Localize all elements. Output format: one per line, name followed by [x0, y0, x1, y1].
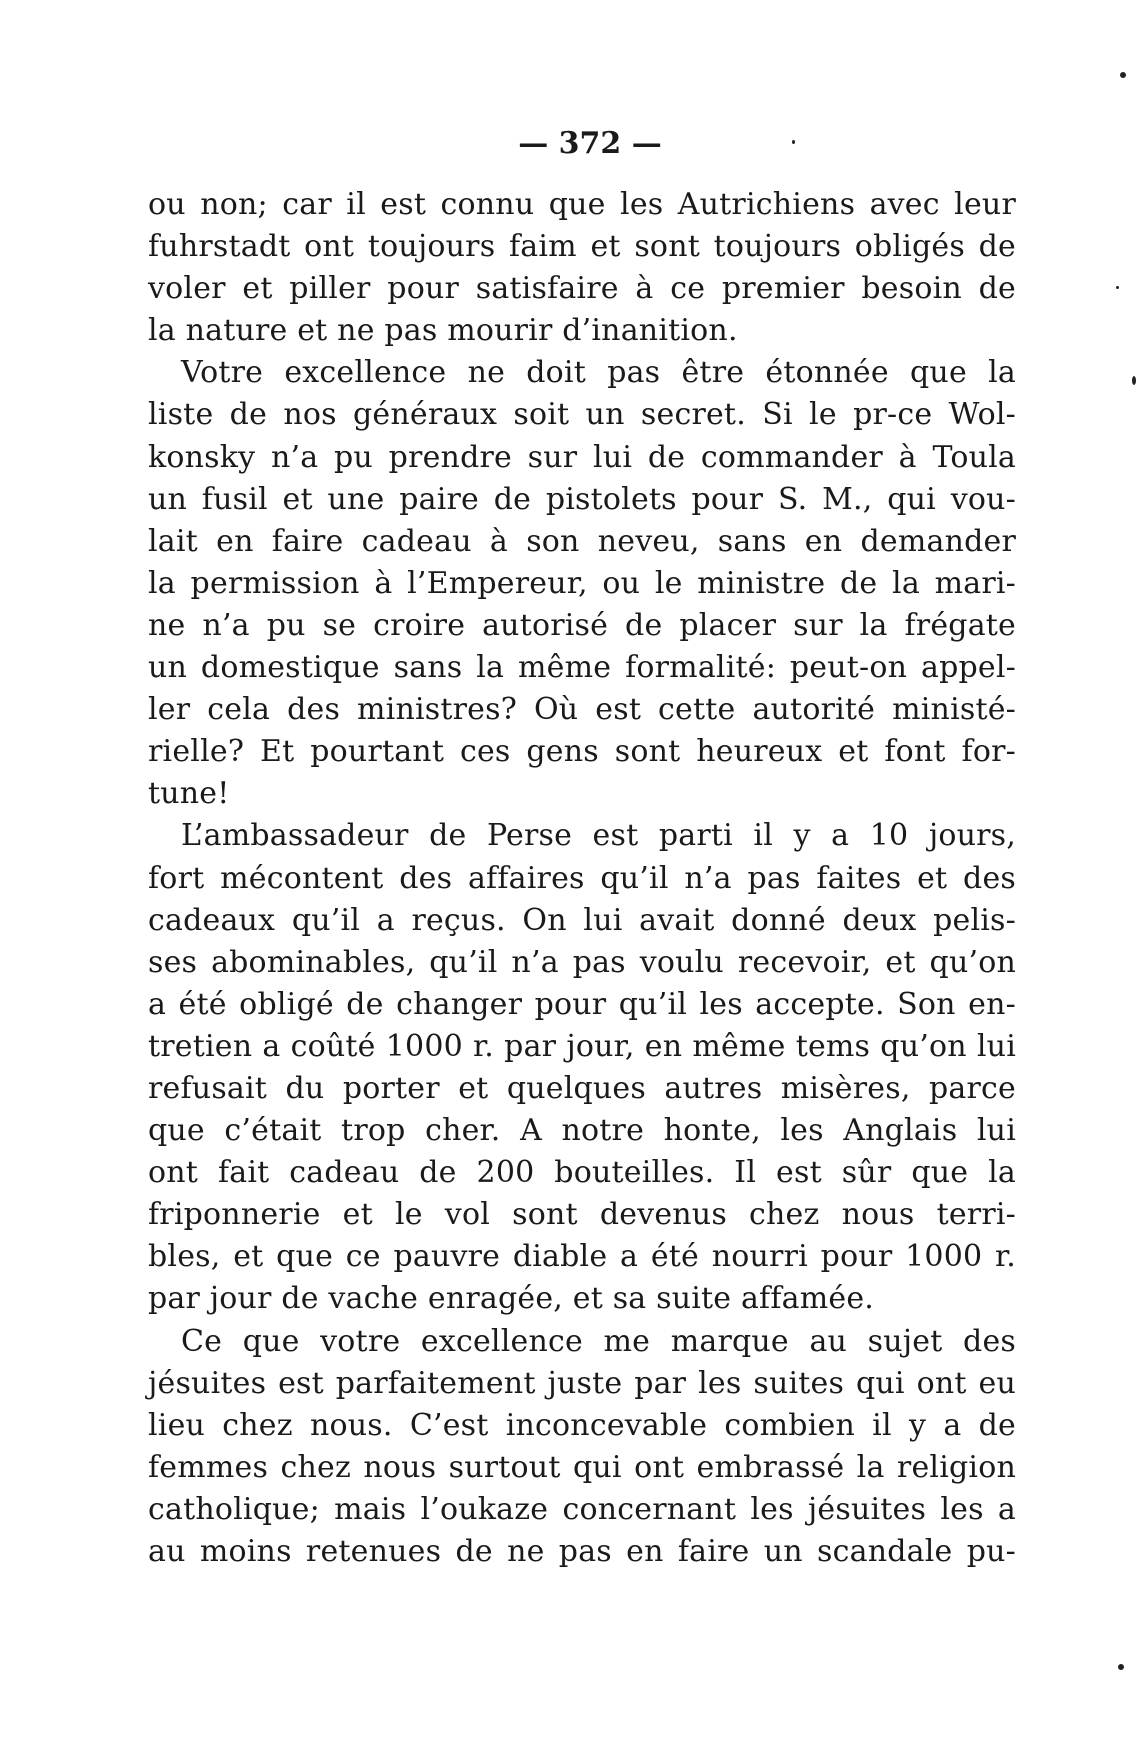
paragraph	[148, 184, 1016, 352]
scan-speck	[792, 140, 795, 144]
scan-speck	[1116, 286, 1119, 289]
text-line: liste de nos généraux soit un secret. Si le pr-ce Wol-	[148, 397, 1016, 433]
text-line: catholique; mais l’oukaze concernant les jésuites les a	[148, 1491, 1016, 1527]
text-line: tune!	[148, 776, 230, 812]
text-line: Votre excellence ne doit pas être étonnée que la	[181, 355, 1016, 391]
text-line: que c’était trop cher. A notre honte, les Anglais lui	[148, 1113, 1016, 1149]
scan-speck	[1132, 376, 1136, 385]
text-line: ou non; car il est connu que les Autrichiens avec leur	[148, 187, 1016, 222]
text-line: fort mécontent des affaires qu’il n’a pas faites et des	[148, 860, 1016, 896]
scan-speck	[1120, 72, 1126, 78]
text-line: bles, et que ce pauvre diable a été nourri pour 1000 r.	[148, 1239, 1016, 1275]
text-line: lait en faire cadeau à son neveu, sans en demander	[148, 523, 1016, 559]
text-line: a été obligé de changer pour qu’il les accepte. Son en-	[148, 986, 1016, 1022]
body-text	[148, 184, 1016, 1573]
text-line: Ce que votre excellence me marque au sujet des	[181, 1323, 1016, 1359]
text-line: fuhrstadt ont toujours faim et sont toujours obligés de	[148, 229, 1016, 265]
text-line: friponnerie et le vol sont devenus chez nous terri-	[148, 1197, 1016, 1233]
text-line: cadeaux qu’il a reçus. On lui avait donné deux pelis-	[148, 902, 1016, 938]
page-number: — 372 —	[518, 126, 662, 161]
text-line: ne n’a pu se croire autorisé de placer sur la frégate	[148, 607, 1016, 643]
scan-speck	[1118, 1664, 1124, 1670]
text-line: au moins retenues de ne pas en faire un scandale pu-	[148, 1534, 1016, 1569]
text-line: la permission à l’Empereur, ou le ministre de la mari-	[148, 565, 1016, 601]
paragraph	[148, 1321, 1016, 1574]
text-line: voler et piller pour satisfaire à ce premier besoin de	[148, 271, 1016, 307]
paragraph	[148, 352, 1016, 815]
text-line: ses abominables, qu’il n’a pas voulu recevoir, et qu’on	[148, 944, 1016, 980]
text-line: la nature et ne pas mourir d’inanition.	[148, 313, 738, 349]
text-line: L’ambassadeur de Perse est parti il y a 10 jours,	[181, 818, 1016, 854]
text-line: un domestique sans la même formalité: peut-on appel-	[148, 650, 1016, 686]
paragraph	[148, 815, 1016, 1320]
text-line: lieu chez nous. C’est inconcevable combien il y a de	[148, 1407, 1016, 1443]
text-line: jésuites est parfaitement juste par les suites qui ont eu	[148, 1365, 1016, 1401]
text-line: femmes chez nous surtout qui ont embrassé la religion	[148, 1449, 1016, 1485]
text-line: refusait du porter et quelques autres misères, parce	[148, 1070, 1016, 1106]
text-line: konsky n’a pu prendre sur lui de commander à Toula	[148, 439, 1016, 475]
text-line: un fusil et une paire de pistolets pour S. M., qui vou-	[148, 481, 1016, 517]
text-line: par jour de vache enragée, et sa suite affamée.	[148, 1281, 875, 1317]
text-line: ler cela des ministres? Où est cette autorité ministé-	[148, 692, 1016, 728]
text-line: ont fait cadeau de 200 bouteilles. Il est sûr que la	[148, 1155, 1016, 1191]
text-line: rielle? Et pourtant ces gens sont heureux et font for-	[148, 734, 1016, 770]
text-line: tretien a coûté 1000 r. par jour, en même tems qu’on lui	[148, 1028, 1016, 1064]
